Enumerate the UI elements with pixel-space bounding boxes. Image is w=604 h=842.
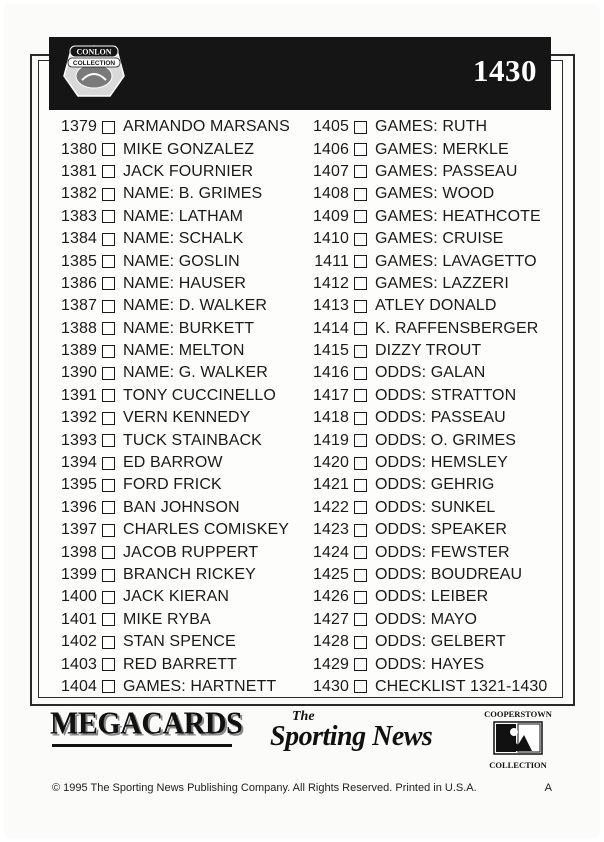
checklist-row xyxy=(57,318,290,340)
checklist-row xyxy=(309,541,547,563)
checklist-row xyxy=(57,452,290,474)
checklist-row xyxy=(309,474,547,496)
checkbox[interactable] xyxy=(354,277,367,290)
checklist-row xyxy=(309,631,547,653)
player-name: ODDS: O. GRIMES xyxy=(375,431,517,449)
checkbox[interactable] xyxy=(102,322,115,335)
player-name: BAN JOHNSON xyxy=(123,498,240,516)
card-num: 1420 xyxy=(313,454,349,472)
card-num: 1410 xyxy=(313,230,349,248)
checklist-row xyxy=(57,362,290,384)
player-name: NAME: GOSLIN xyxy=(123,252,240,270)
checkbox[interactable] xyxy=(102,569,115,582)
player-name: CHARLES COMISKEY xyxy=(123,521,290,539)
checklist-row xyxy=(309,497,547,519)
checkbox[interactable] xyxy=(102,613,115,626)
checkbox[interactable] xyxy=(354,322,367,335)
checklist-row xyxy=(309,653,547,675)
player-name: K. RAFFENSBERGER xyxy=(375,319,539,337)
card-num: 1404 xyxy=(61,677,97,695)
checklist-row xyxy=(57,609,290,631)
card-number: 1430 xyxy=(473,53,537,88)
checklist-row xyxy=(309,362,547,384)
card-num: 1403 xyxy=(61,655,97,673)
checkbox[interactable] xyxy=(354,367,367,380)
checkbox[interactable] xyxy=(354,389,367,402)
player-name: NAME: SCHALK xyxy=(123,230,244,248)
player-name: JACK FOURNIER xyxy=(123,162,254,180)
checklist-row xyxy=(309,250,547,272)
player-name: NAME: MELTON xyxy=(123,342,245,360)
sporting-news-the: The xyxy=(292,709,315,724)
card-num: 1426 xyxy=(313,588,349,606)
checklist-row xyxy=(309,564,547,586)
player-name: VERN KENNEDY xyxy=(123,409,251,427)
card-num: 1425 xyxy=(313,566,349,583)
megacards-logo: MEGACARDS xyxy=(50,706,243,741)
sporting-news-wordmark: Sporting News xyxy=(270,721,433,752)
checklist-row xyxy=(309,138,547,160)
card-num: 1407 xyxy=(313,162,349,180)
checklist-row xyxy=(57,385,290,407)
checkbox[interactable] xyxy=(102,457,115,470)
player-name: JACK KIERAN xyxy=(123,588,230,606)
checkbox[interactable] xyxy=(102,680,115,693)
checkbox[interactable] xyxy=(354,345,367,358)
checkbox[interactable] xyxy=(102,300,115,313)
card-num: 1385 xyxy=(61,252,97,270)
player-name: MIKE GONZALEZ xyxy=(123,140,255,158)
checkbox[interactable] xyxy=(354,680,367,693)
card-num: 1411 xyxy=(314,252,349,270)
checklist-row xyxy=(309,609,547,631)
player-name: CHECKLIST 1321-1430 xyxy=(375,677,548,695)
card-num: 1402 xyxy=(61,633,97,651)
checklist-left-column xyxy=(57,116,290,698)
player-name: JACOB RUPPERT xyxy=(123,543,259,561)
card-num: 1415 xyxy=(313,342,349,360)
cooperstown-bottom-text: COLLECTION xyxy=(489,760,547,770)
player-name: NAME: G. WALKER xyxy=(123,364,268,382)
checkbox[interactable] xyxy=(354,569,367,582)
checklist-row xyxy=(57,541,290,563)
card-num: 1379 xyxy=(61,118,97,136)
player-name: MIKE RYBA xyxy=(123,610,211,628)
checklist-row xyxy=(57,519,290,541)
checkbox[interactable] xyxy=(354,233,367,246)
checklist-row xyxy=(57,138,290,160)
player-name: ODDS: PASSEAU xyxy=(375,409,506,427)
checklist-row xyxy=(309,273,547,295)
checklist-row xyxy=(309,586,547,608)
checkbox[interactable] xyxy=(102,658,115,671)
checklist-row xyxy=(57,676,290,698)
card-num: 1429 xyxy=(313,655,349,673)
card-num: 1430 xyxy=(313,677,349,695)
checkbox[interactable] xyxy=(102,233,115,246)
checkbox[interactable] xyxy=(354,457,367,470)
card-num: 1391 xyxy=(61,386,97,404)
card-num: 1412 xyxy=(313,274,349,292)
checkbox[interactable] xyxy=(102,546,115,559)
card-num: 1406 xyxy=(313,140,349,158)
card-num: 1400 xyxy=(61,588,97,606)
checkbox[interactable] xyxy=(102,501,115,514)
checkbox[interactable] xyxy=(102,277,115,290)
checklist-row xyxy=(309,385,547,407)
checkbox[interactable] xyxy=(102,255,115,268)
card-num: 1424 xyxy=(313,543,349,561)
checkbox[interactable] xyxy=(102,524,115,537)
card-num: 1408 xyxy=(313,185,349,203)
checklist-row xyxy=(309,407,547,429)
player-name: GAMES: WOOD xyxy=(375,185,495,203)
megacards-underline xyxy=(52,744,232,747)
checklist-row xyxy=(57,429,290,451)
card-num: 1396 xyxy=(61,498,97,516)
checkbox[interactable] xyxy=(102,210,115,223)
card-num: 1380 xyxy=(61,140,97,158)
checklist-row xyxy=(309,183,547,205)
player-name: ODDS: BOUDREAU xyxy=(375,566,523,583)
checkbox[interactable] xyxy=(354,121,367,134)
card-num: 1423 xyxy=(313,521,349,539)
checklist-row xyxy=(309,340,547,362)
player-name: FORD FRICK xyxy=(123,476,222,494)
copyright-line xyxy=(52,782,552,794)
checkbox[interactable] xyxy=(354,165,367,178)
player-name: GAMES: RUTH xyxy=(375,118,488,136)
card-num: 1401 xyxy=(61,610,97,628)
player-name: ED BARROW xyxy=(123,454,223,472)
card-num: 1393 xyxy=(61,431,97,449)
card-num: 1395 xyxy=(61,476,97,494)
checklist-row xyxy=(309,228,547,250)
checkbox[interactable] xyxy=(102,188,115,201)
player-name: ODDS: FEWSTER xyxy=(375,543,510,561)
card-num: 1409 xyxy=(313,207,349,225)
checkbox[interactable] xyxy=(354,210,367,223)
player-name: ATLEY DONALD xyxy=(375,297,497,315)
checklist-right-column xyxy=(309,116,547,698)
checklist-row xyxy=(309,206,547,228)
checklist-row xyxy=(57,273,290,295)
checklist-row xyxy=(309,116,547,138)
sponsor-logos xyxy=(30,703,571,783)
card-num: 1383 xyxy=(61,207,97,225)
card-num: 1421 xyxy=(313,476,349,494)
checkbox[interactable] xyxy=(354,591,367,604)
cooperstown-collection-logo xyxy=(484,705,552,777)
player-name: ODDS: HAYES xyxy=(375,655,485,673)
card-num: 1413 xyxy=(313,297,349,315)
card-num: 1427 xyxy=(313,610,349,628)
checkbox[interactable] xyxy=(102,367,115,380)
player-name: ARMANDO MARSANS xyxy=(123,118,290,136)
checkbox[interactable] xyxy=(354,255,367,268)
card-num: 1422 xyxy=(313,498,349,516)
checklist-row xyxy=(57,407,290,429)
player-name: ODDS: SPEAKER xyxy=(375,521,508,539)
card-num: 1389 xyxy=(61,342,97,360)
player-name: ODDS: HEMSLEY xyxy=(375,454,508,472)
card-num: 1384 xyxy=(61,230,97,248)
card-num: 1418 xyxy=(313,409,349,427)
checklist-row xyxy=(57,586,290,608)
checkbox[interactable] xyxy=(354,412,367,425)
logo-text-top: CONLON xyxy=(76,47,112,57)
player-name: ODDS: GEHRIG xyxy=(375,476,495,494)
checkbox[interactable] xyxy=(354,636,367,649)
card-num: 1398 xyxy=(61,543,97,561)
player-name: ODDS: GELBERT xyxy=(375,633,506,651)
player-name: GAMES: MERKLE xyxy=(375,140,509,158)
checklist-row xyxy=(57,116,290,138)
player-name: ODDS: MAYO xyxy=(375,610,478,628)
player-name: RED BARRETT xyxy=(123,655,237,673)
player-name: ODDS: STRATTON xyxy=(375,386,517,404)
checklist-row xyxy=(57,474,290,496)
card-num: 1386 xyxy=(61,274,97,292)
player-name: GAMES: HARTNETT xyxy=(123,677,277,695)
player-name: NAME: D. WALKER xyxy=(123,297,268,315)
checklist-row xyxy=(57,295,290,317)
checkbox[interactable] xyxy=(354,613,367,626)
card-num: 1419 xyxy=(313,431,349,449)
checklist-row xyxy=(57,631,290,653)
checkbox[interactable] xyxy=(354,479,367,492)
checklist-row xyxy=(309,429,547,451)
card-num: 1388 xyxy=(61,319,97,337)
player-name: ODDS: LEIBER xyxy=(375,588,489,606)
card-num: 1394 xyxy=(61,454,97,472)
player-name: GAMES: CRUISE xyxy=(375,230,504,248)
cooperstown-top-text: COOPERSTOWN xyxy=(484,709,552,719)
checklist-row xyxy=(309,295,547,317)
player-name: BRANCH RICKEY xyxy=(123,566,256,583)
checkbox[interactable] xyxy=(102,165,115,178)
checklist-row xyxy=(309,519,547,541)
card-num: 1390 xyxy=(61,364,97,382)
player-name: DIZZY TROUT xyxy=(375,342,482,360)
card-num: 1387 xyxy=(61,297,97,315)
checklist-row xyxy=(57,206,290,228)
checklist-row xyxy=(309,452,547,474)
card-num: 1392 xyxy=(61,409,97,427)
player-name: NAME: B. GRIMES xyxy=(123,185,263,203)
player-name: STAN SPENCE xyxy=(123,633,236,651)
player-name: TONY CUCCINELLO xyxy=(123,386,276,404)
checkbox[interactable] xyxy=(354,188,367,201)
player-name: GAMES: HEATHCOTE xyxy=(375,207,541,225)
print-code: A xyxy=(544,782,552,794)
checkbox[interactable] xyxy=(354,300,367,313)
checkbox[interactable] xyxy=(102,636,115,649)
copyright-text: © 1995 The Sporting News Publishing Company. All Rights Reserved. Printed in U.S.A. xyxy=(52,782,477,794)
card-num: 1382 xyxy=(61,185,97,203)
checklist-row xyxy=(57,228,290,250)
checklist-row xyxy=(57,250,290,272)
checklist-row xyxy=(57,340,290,362)
player-name: NAME: BURKETT xyxy=(123,319,255,337)
player-name: ODDS: GALAN xyxy=(375,364,486,382)
checkbox[interactable] xyxy=(354,143,367,156)
checkbox[interactable] xyxy=(102,345,115,358)
player-name: GAMES: PASSEAU xyxy=(375,162,518,180)
card-num: 1397 xyxy=(61,521,97,539)
card-num: 1414 xyxy=(313,319,349,337)
player-name: GAMES: LAZZERI xyxy=(375,274,509,292)
checkbox[interactable] xyxy=(354,434,367,447)
checkbox[interactable] xyxy=(102,389,115,402)
checklist-row xyxy=(57,183,290,205)
checkbox[interactable] xyxy=(354,501,367,514)
card-num: 1381 xyxy=(61,162,97,180)
checklist-row xyxy=(57,497,290,519)
card-num: 1416 xyxy=(313,364,349,382)
player-name: GAMES: LAVAGETTO xyxy=(375,252,537,270)
logo-text-bottom: COLLECTION xyxy=(72,60,116,67)
checkbox[interactable] xyxy=(102,143,115,156)
card-num: 1399 xyxy=(61,566,97,583)
checkbox[interactable] xyxy=(354,546,367,559)
checkbox[interactable] xyxy=(354,524,367,537)
player-name: NAME: LATHAM xyxy=(123,207,244,225)
sporting-news-logo xyxy=(270,709,460,759)
conlon-collection-logo xyxy=(58,40,130,106)
checkbox[interactable] xyxy=(102,479,115,492)
player-name: TUCK STAINBACK xyxy=(123,431,262,449)
checklist-row xyxy=(309,161,547,183)
player-name: ODDS: SUNKEL xyxy=(375,498,496,516)
checkbox[interactable] xyxy=(102,121,115,134)
checkbox[interactable] xyxy=(102,412,115,425)
checklist-row xyxy=(309,676,547,698)
card-num: 1417 xyxy=(313,386,349,404)
checklist-row xyxy=(309,318,547,340)
checkbox[interactable] xyxy=(102,591,115,604)
card-num: 1405 xyxy=(313,118,349,136)
card-num: 1428 xyxy=(313,633,349,651)
checkbox[interactable] xyxy=(354,658,367,671)
checklist-row xyxy=(57,653,290,675)
checklist-row xyxy=(57,161,290,183)
checkbox[interactable] xyxy=(102,434,115,447)
player-name: NAME: HAUSER xyxy=(123,274,246,292)
checklist-row xyxy=(57,564,290,586)
